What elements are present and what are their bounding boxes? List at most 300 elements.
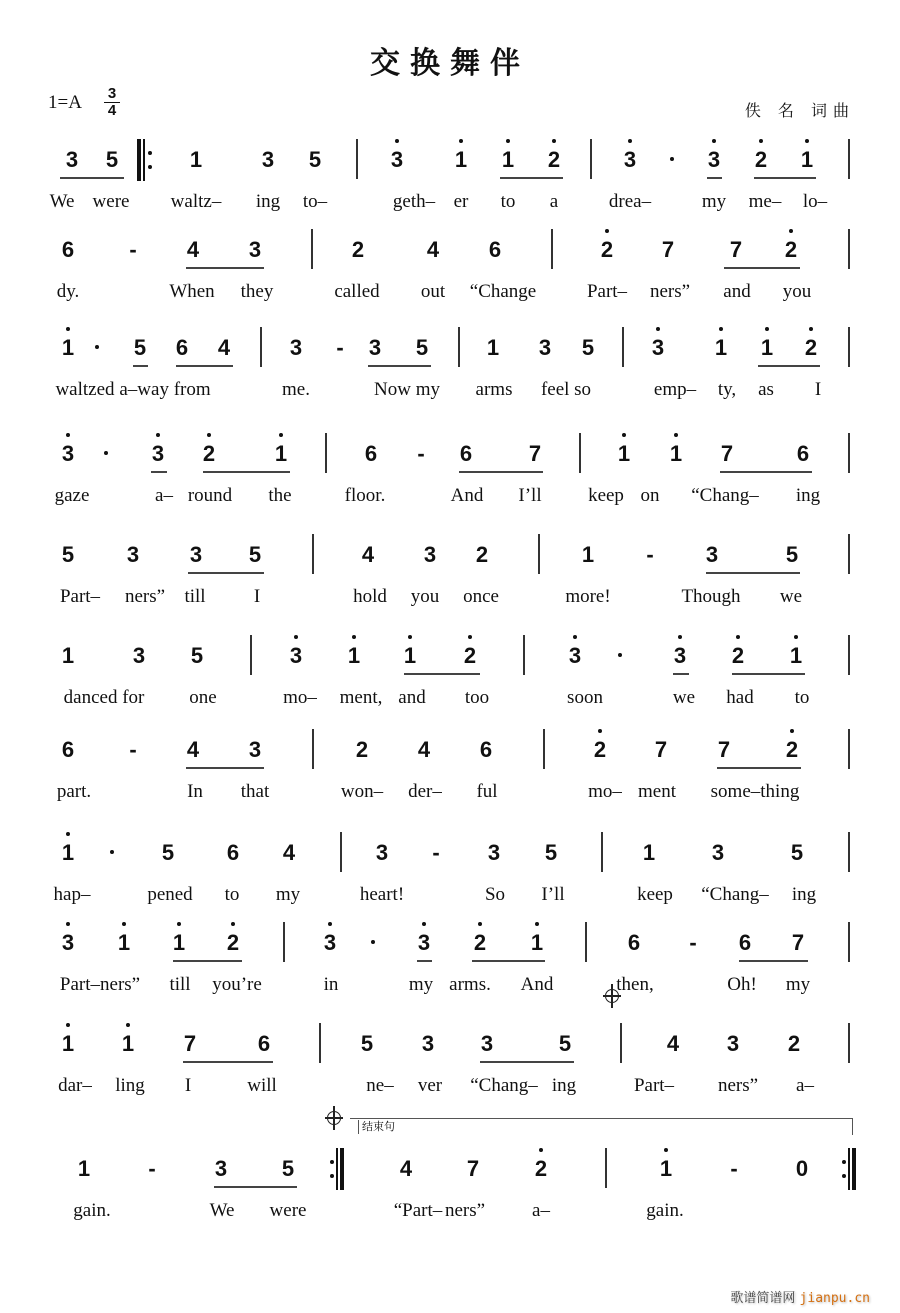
lyric: Part–ners” [59, 974, 141, 995]
augmentation-dot [618, 653, 622, 657]
note: 2 [726, 641, 750, 671]
lyric: ment, [339, 687, 383, 708]
lyric: feel so [540, 379, 592, 400]
eighth-note-beam [173, 960, 242, 962]
lyric: one [189, 687, 217, 708]
time-signature-denominator: 4 [107, 102, 117, 119]
note: 2 [799, 333, 823, 363]
eighth-note-beam [188, 572, 264, 574]
lyric: to [224, 884, 240, 905]
high-octave-dot [809, 327, 813, 331]
high-octave-dot [535, 922, 539, 926]
augmentation-dot [371, 940, 375, 944]
staff-row [0, 439, 900, 529]
lyric: ling [115, 1075, 145, 1096]
lyric: you’re [212, 974, 262, 995]
lyric: you [410, 586, 440, 607]
sustain-dash: - [417, 441, 425, 466]
lyric: my [408, 974, 434, 995]
eighth-note-beam [186, 267, 264, 269]
eighth-note-beam [176, 365, 233, 367]
high-octave-dot [789, 229, 793, 233]
lyric: We [209, 1200, 235, 1221]
note: 1 [525, 928, 549, 958]
lyric: Part– [59, 586, 101, 607]
barline [848, 922, 850, 962]
note: 1 [612, 439, 636, 469]
staff-row [0, 333, 900, 423]
note: 5 [105, 147, 119, 172]
thin-line [143, 139, 145, 181]
note: 1 [709, 333, 733, 363]
note: 3 [284, 641, 308, 671]
sustain-dash: - [148, 1156, 156, 1181]
barline [543, 729, 545, 769]
barline [319, 1023, 321, 1063]
note: 1 [77, 1156, 91, 1181]
barline [579, 433, 581, 473]
eighth-note-beam [732, 673, 805, 675]
high-octave-dot [712, 139, 716, 143]
lyric: ful [476, 781, 498, 802]
barline [848, 729, 850, 769]
note: 1 [664, 439, 688, 469]
lyric: hap– [53, 884, 91, 905]
staff-row [0, 641, 900, 731]
eighth-note-beam [186, 767, 264, 769]
augmentation-dot [110, 850, 114, 854]
high-octave-dot [66, 433, 70, 437]
note: 3 [126, 542, 140, 567]
note: 3 [711, 840, 725, 865]
lyric: as [758, 379, 774, 400]
lyric: I’ll [518, 485, 542, 506]
note: 6 [796, 441, 810, 466]
high-octave-dot [66, 1023, 70, 1027]
note: 4 [186, 237, 200, 262]
lyric: on [640, 485, 660, 506]
lyric: the [268, 485, 292, 506]
note: 3 [702, 145, 726, 175]
thin-line [336, 1148, 338, 1190]
note: 3 [65, 147, 79, 172]
lyric: ing [795, 485, 821, 506]
note: 1 [795, 145, 819, 175]
high-octave-dot [478, 922, 482, 926]
barline [312, 534, 314, 574]
lyric: mo– [588, 781, 622, 802]
lyric: danced for [63, 687, 145, 708]
repeat-dot [330, 1160, 334, 1164]
barline [311, 229, 313, 269]
lyric: my [785, 974, 811, 995]
note: 7 [720, 441, 734, 466]
sustain-dash: - [336, 335, 344, 360]
eighth-note-beam [707, 177, 722, 179]
watermark-site: jianpu.cn [799, 1291, 870, 1306]
watermark [730, 1287, 870, 1306]
note: 2 [355, 737, 369, 762]
note: 5 [360, 1031, 374, 1056]
barline [260, 327, 262, 367]
note: 4 [186, 737, 200, 762]
high-octave-dot [605, 229, 609, 233]
note: 5 [581, 335, 595, 360]
note: 2 [595, 235, 619, 265]
note: 2 [542, 145, 566, 175]
time-signature-numerator: 3 [104, 86, 120, 103]
lyric: “Chang– [691, 485, 759, 506]
note: 1 [398, 641, 422, 671]
high-octave-dot [328, 922, 332, 926]
augmentation-dot [95, 345, 99, 349]
barline [601, 832, 603, 872]
barline [312, 729, 314, 769]
lyric: were [269, 1200, 307, 1221]
high-octave-dot [759, 139, 763, 143]
lyric: ver [417, 1075, 443, 1096]
lyric: till [169, 974, 191, 995]
sustain-dash: - [129, 237, 137, 262]
lyric: ners” [649, 281, 691, 302]
high-octave-dot [552, 139, 556, 143]
repeat-start-barline [137, 139, 153, 181]
high-octave-dot [66, 922, 70, 926]
high-octave-dot [719, 327, 723, 331]
note: 3 [668, 641, 692, 671]
note: 2 [351, 237, 365, 262]
note: 3 [289, 335, 303, 360]
lyric: we [779, 586, 803, 607]
time-signature [104, 86, 120, 119]
note: 3 [375, 840, 389, 865]
composer-credit: 佚 名 词曲 [744, 101, 855, 120]
eighth-note-beam [368, 365, 431, 367]
key-signature: 1=A [48, 92, 82, 113]
note: 6 [61, 237, 75, 262]
note: 5 [790, 840, 804, 865]
lyric: ners” [124, 586, 166, 607]
staff-row [0, 1154, 900, 1244]
note: 7 [717, 737, 731, 762]
eighth-note-beam [673, 673, 689, 675]
lyric: dy. [56, 281, 80, 302]
lyric: round [187, 485, 233, 506]
lyric: So [484, 884, 506, 905]
lyric: a [549, 191, 559, 212]
note: 1 [112, 928, 136, 958]
lyric: a– [796, 1075, 814, 1096]
note: 2 [197, 439, 221, 469]
staff-row [0, 735, 900, 825]
note: 6 [61, 737, 75, 762]
lyric: too [464, 687, 490, 708]
repeat-dot [842, 1160, 846, 1164]
barline [848, 229, 850, 269]
note: 1 [189, 147, 203, 172]
eighth-note-beam [754, 177, 816, 179]
lyric: dar– [58, 1075, 92, 1096]
high-octave-dot [664, 1148, 668, 1152]
eighth-note-beam [500, 177, 563, 179]
high-octave-dot [736, 635, 740, 639]
high-octave-dot [294, 635, 298, 639]
lyric: were [92, 191, 130, 212]
note: 4 [426, 237, 440, 262]
eighth-note-beam [706, 572, 800, 574]
barline [848, 635, 850, 675]
watermark-cn: 歌谱简谱网 [730, 1291, 796, 1306]
note: 4 [666, 1031, 680, 1056]
eighth-note-beam [717, 767, 801, 769]
high-octave-dot [790, 729, 794, 733]
note: 3 [538, 335, 552, 360]
high-octave-dot [598, 729, 602, 733]
eighth-note-beam [417, 960, 432, 962]
barline [283, 922, 285, 962]
coda-icon [325, 1109, 343, 1127]
high-octave-dot [506, 139, 510, 143]
barline [340, 832, 342, 872]
note: 7 [729, 237, 743, 262]
repeat-dot [842, 1174, 846, 1178]
high-octave-dot [156, 433, 160, 437]
lyric: me. [282, 379, 310, 400]
barline [848, 832, 850, 872]
note: 2 [468, 928, 492, 958]
note: 6 [175, 335, 189, 360]
staff-row [0, 928, 900, 1018]
sustain-dash: - [432, 840, 440, 865]
sustain-dash: - [689, 930, 697, 955]
lyric: And [450, 485, 484, 506]
note: 3 [385, 145, 409, 175]
high-octave-dot [805, 139, 809, 143]
barline [848, 433, 850, 473]
high-octave-dot [122, 922, 126, 926]
lyric: “Change [469, 281, 537, 302]
note: 5 [248, 542, 262, 567]
barline [585, 922, 587, 962]
lyric: to [794, 687, 810, 708]
high-octave-dot [628, 139, 632, 143]
lyric: And [520, 974, 554, 995]
eighth-note-beam [758, 365, 820, 367]
lyric: Now my [374, 379, 440, 400]
lyric: you [782, 281, 812, 302]
high-octave-dot [656, 327, 660, 331]
coda-vline [333, 1106, 335, 1130]
note: 2 [779, 235, 803, 265]
high-octave-dot [66, 832, 70, 836]
lyric: part. [56, 781, 92, 802]
note: 1 [61, 643, 75, 668]
lyric: gain. [73, 1200, 111, 1221]
coda-icon [603, 987, 621, 1005]
note: 1 [56, 333, 80, 363]
barline [848, 534, 850, 574]
barline [590, 139, 592, 179]
lyric: mo– [283, 687, 317, 708]
eighth-note-beam [480, 1061, 574, 1063]
barline [620, 1023, 622, 1063]
lyric: once [463, 586, 499, 607]
lyric: pened [147, 884, 193, 905]
lyric: ners” [717, 1075, 759, 1096]
staff-row [0, 838, 900, 928]
high-octave-dot [66, 327, 70, 331]
barline [523, 635, 525, 675]
barline [538, 534, 540, 574]
eighth-note-beam [404, 673, 480, 675]
lyric: waltz– [170, 191, 222, 212]
high-octave-dot [207, 433, 211, 437]
note: 2 [749, 145, 773, 175]
high-octave-dot [539, 1148, 543, 1152]
note: 3 [412, 928, 436, 958]
note: 1 [581, 542, 595, 567]
coda-bracket [350, 1118, 853, 1135]
lyric: my [275, 884, 301, 905]
repeat-dot [148, 165, 152, 169]
note: 6 [738, 930, 752, 955]
note: 3 [563, 641, 587, 671]
staff-row [0, 235, 900, 325]
lyric: had [726, 687, 754, 708]
lyric: Part– [633, 1075, 675, 1096]
lyric: geth– [392, 191, 436, 212]
lyric: won– [340, 781, 384, 802]
note: 3 [248, 237, 262, 262]
high-octave-dot [622, 433, 626, 437]
note: 0 [795, 1156, 809, 1181]
note: 3 [487, 840, 501, 865]
note: 5 [133, 335, 147, 360]
high-octave-dot [408, 635, 412, 639]
eighth-note-beam [739, 960, 808, 962]
song-title: 交换舞伴 [370, 46, 530, 81]
lyric: will [247, 1075, 277, 1096]
note: 7 [661, 237, 675, 262]
coda-label: 结束句 [358, 1120, 395, 1134]
lyric: my [701, 191, 727, 212]
high-octave-dot [573, 635, 577, 639]
lyric: When [169, 281, 215, 302]
lyric: keep [637, 884, 673, 905]
lyric: a– [155, 485, 173, 506]
high-octave-dot [765, 327, 769, 331]
lyric: soon [567, 687, 603, 708]
sustain-dash: - [646, 542, 654, 567]
barline [458, 327, 460, 367]
lyric: they [240, 281, 274, 302]
note: 4 [217, 335, 231, 360]
eighth-note-beam [60, 177, 124, 179]
staff-row [0, 145, 900, 235]
note: 3 [146, 439, 170, 469]
eighth-note-beam [720, 471, 812, 473]
high-octave-dot [279, 433, 283, 437]
note: 1 [755, 333, 779, 363]
lyric: gain. [646, 1200, 684, 1221]
note: 5 [308, 147, 322, 172]
note: 4 [417, 737, 431, 762]
note: 3 [189, 542, 203, 567]
lyric: me– [748, 191, 782, 212]
note: 5 [415, 335, 429, 360]
lyric: floor. [344, 485, 386, 506]
lyric: I [184, 1075, 192, 1096]
note: 3 [214, 1156, 228, 1181]
note: 6 [479, 737, 493, 762]
note: 2 [780, 735, 804, 765]
note: 2 [529, 1154, 553, 1184]
lyric: to [500, 191, 516, 212]
note: 3 [423, 542, 437, 567]
repeat-dot [330, 1174, 334, 1178]
lyric: heart! [359, 884, 405, 905]
coda-vline [611, 984, 613, 1008]
barline [250, 635, 252, 675]
eighth-note-beam [472, 960, 545, 962]
high-octave-dot [177, 922, 181, 926]
note: 3 [368, 335, 382, 360]
note: 2 [787, 1031, 801, 1056]
note: 7 [466, 1156, 480, 1181]
note: 1 [642, 840, 656, 865]
barline [848, 139, 850, 179]
note: 7 [654, 737, 668, 762]
lyric: some–thing [710, 781, 800, 802]
note: 5 [544, 840, 558, 865]
note: 3 [421, 1031, 435, 1056]
eighth-note-beam [459, 471, 543, 473]
lyric: er [453, 191, 469, 212]
note: 7 [791, 930, 805, 955]
note: 3 [261, 147, 275, 172]
high-octave-dot [468, 635, 472, 639]
high-octave-dot [794, 635, 798, 639]
note: 5 [281, 1156, 295, 1181]
barline [622, 327, 624, 367]
note: 1 [496, 145, 520, 175]
note: 1 [654, 1154, 678, 1184]
lyric: arms [475, 379, 513, 400]
lyric: der– [408, 781, 442, 802]
barline [848, 327, 850, 367]
eighth-note-beam [214, 1186, 297, 1188]
note: 2 [475, 542, 489, 567]
staff-row [0, 1029, 900, 1119]
lyric: arms. [449, 974, 491, 995]
repeat-dot [148, 151, 152, 155]
lyric: gaze [54, 485, 90, 506]
lyric: that [240, 781, 270, 802]
note: 1 [56, 838, 80, 868]
note: 3 [248, 737, 262, 762]
lyric: I [253, 586, 261, 607]
lyric: I [814, 379, 822, 400]
augmentation-dot [670, 157, 674, 161]
note: 3 [618, 145, 642, 175]
lyric: Part– [586, 281, 628, 302]
high-octave-dot [459, 139, 463, 143]
high-octave-dot [231, 922, 235, 926]
lyric: and [398, 687, 426, 708]
eighth-note-beam [133, 365, 148, 367]
lyric: called [334, 281, 380, 302]
lyric: “Part– [393, 1200, 443, 1221]
